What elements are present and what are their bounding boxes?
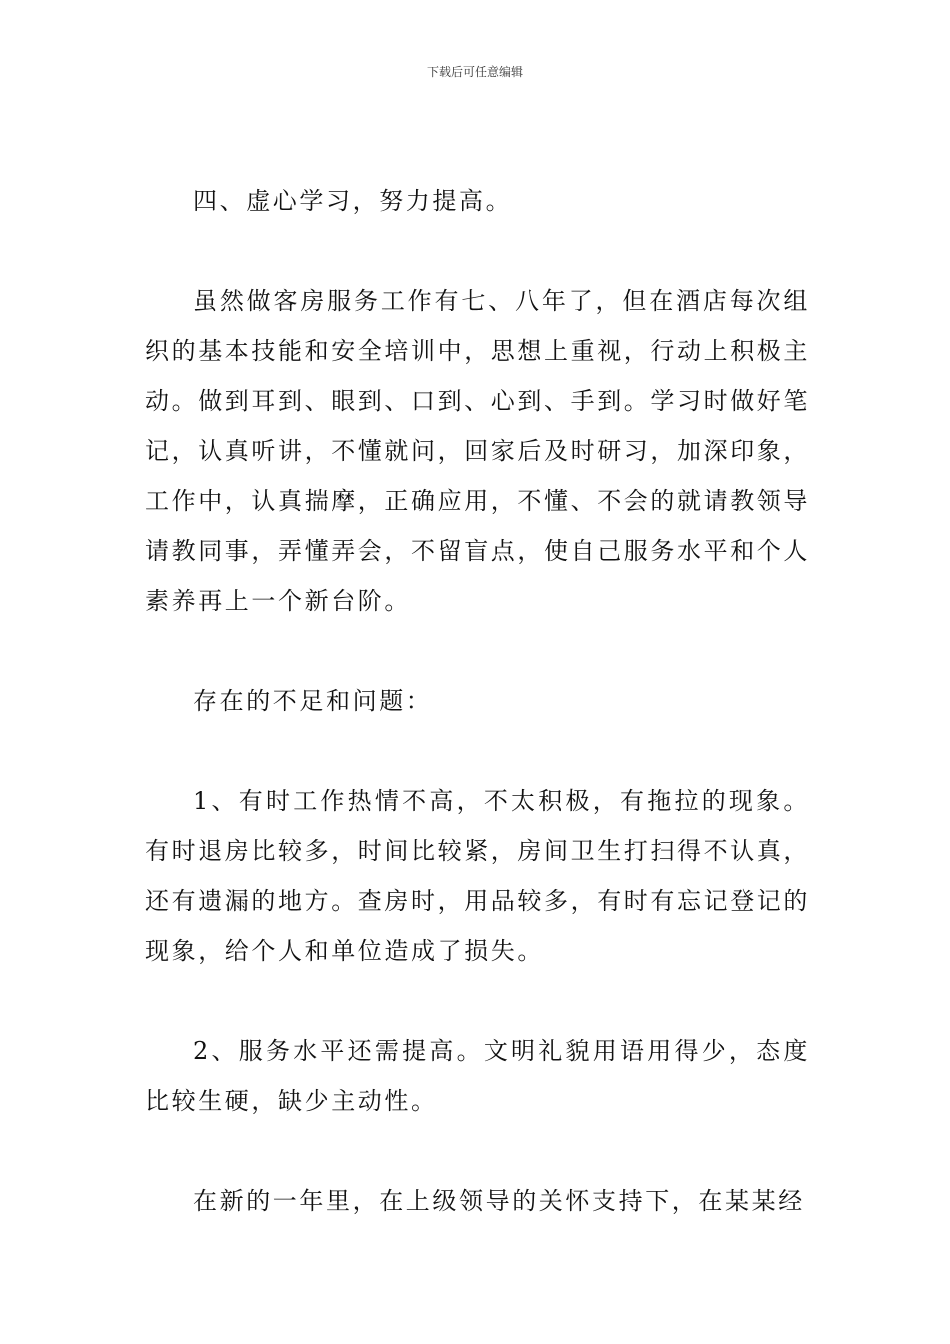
section-heading: 四、虚心学习，努力提高。 [193,187,513,215]
page-header: 下载后可任意编辑 [426,65,523,79]
issue-item-2: 2、服务水平还需提高。文明礼貌用语用得少，态度比较生硬，缺少主动性。 [145,1037,810,1115]
document-body [145,176,810,1226]
subsection-heading: 存在的不足和问题： [193,687,433,715]
body-paragraph-continued: 在新的一年里，在上级领导的关怀支持下，在某某经 [193,1187,805,1215]
body-paragraph: 虽然做客房服务工作有七、八年了，但在酒店每次组织的基本技能和安全培训中，思想上重视，行动上积极主动。做到耳到、眼到、口到、心到、手到。学习时做好笔记，认真听讲，不懂就问，回家后及时研习，加深印象，工作中，认真揣摩，正确应用，不懂、不会的就请教领导请教同事，弄懂弄会，不留盲点，使自己服务水平和个人素养再上一个新台阶。 [145,287,810,615]
issue-item-1: 1、有时工作热情不高，不太积极，有拖拉的现象。有时退房比较多，时间比较紧，房间卫生打扫得不认真，还有遗漏的地方。查房时，用品较多，有时有忘记登记的现象，给个人和单位造成了损失。 [145,787,810,965]
